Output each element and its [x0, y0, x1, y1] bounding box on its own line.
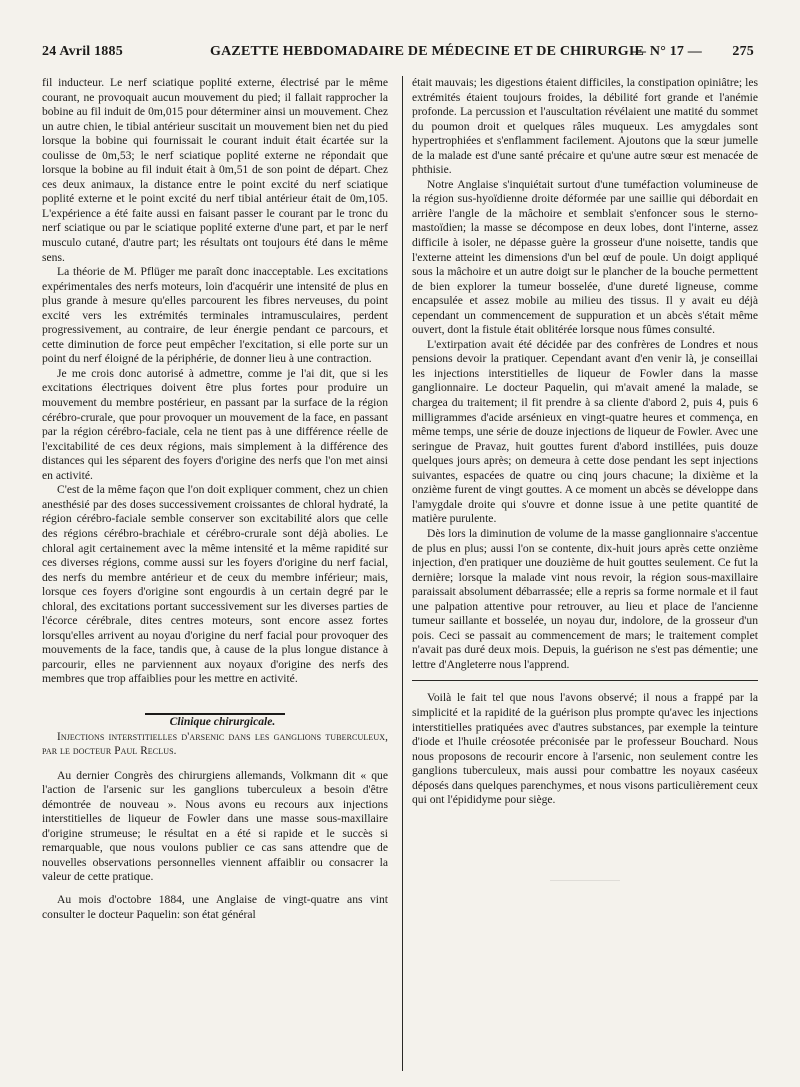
paragraph-rule: [412, 680, 758, 681]
show-through-ink: [412, 880, 758, 1070]
paragraph: était mauvais; les digestions étaient difficiles, la constipation opiniâtre; les extrémités étaient toujours froides, la débilité fort grande et l'anémie profonde. La percussion et l'auscultation révélaient une matité du sommet du poumon droit et quelques râles muqueux. Les amygdales sont hypertrophiées et s'enflamment facilement. Ajoutons que la sœur jumelle de la malade est d'une santé précaire et qu'une autre sœur est menacée de phthisie.: [412, 76, 758, 177]
header-page-number: 275: [732, 44, 754, 59]
paragraph: Notre Anglaise s'inquiétait surtout d'une tuméfaction volumineuse de la région sus-hyoïdienne droite déformée par une saillie qui débordait en arrière l'angle de la mâchoire et semblait s'enfoncer sous le sterno-mastoïdien; la masse se décompose en deux lobes, dont l'interne, assez difficile à isoler, ne dépasse guère la grosseur d'une noisette, tandis que l'externe atteint les dimensions d'un bel œuf de poule. Un doigt appliqué sous la mâchoire et un autre doigt sur le plancher de la bouche permettent de bien explorer la tumeur bosselée, d'une dureté ligneuse, comme encapsulée et assez mobile au milieu des tissus. Il y avait eu déjà cependant un commencement de suppuration et un abcès s'était même ouvert, dont la fistule était oblitérée lorsque nous fûmes consulté.: [412, 177, 758, 337]
paragraph: La théorie de M. Pflüger me paraît donc inacceptable. Les excitations expérimentales des nerfs moteurs, loin d'acquérir une intensité de plus en plus grande à mesure qu'elles parcourent les fibres nerveuses, du point excité vers les extrémités terminales intramusculaires, perdent progressivement, au contraire, de leur énergie pendant ce parcours, et cette diminution de force peut empêcher l'excitation, si elle porte sur un point du nerf éloigné de la périphérie, de donner lieu à une contraction.: [42, 265, 388, 366]
paragraph: Au mois d'octobre 1884, une Anglaise de vingt-quatre ans vint consulter le docteur Paquelin: son état général: [42, 892, 388, 921]
header-title: GAZETTE HEBDOMADAIRE DE MÉDECINE ET DE CHIRURGIE: [210, 44, 645, 59]
paragraph: L'extirpation avait été décidée par des confrères de Londres et nous pensions devoir la pratiquer. Cependant avant d'en venir là, je conseillai les injections interstitielles de liqueur de Fowler dans la masse ganglionnaire. Le docteur Paquelin, qui m'avait amené la malade, se chargea du traitement; il fit prendre à sa cliente d'abord 2, puis 4, puis 6 milligrammes d'acide arsénieux en vingt-quatre heures et commença, en même temps, une série de douze injections de liqueur de Fowler. Avec une seringue de Pravaz, huit gouttes furent d'abord instillées, puis douze quelques jours après; on demeura à cette dose pendant les sept injections suivantes, espacées de quatre ou cinq jours chacune; la dixième et la onzième furent de vingt gouttes. A ce moment un abcès se développe dans l'amygdale droite qui s'ouvre et donne issue à une petite quantité de matière purulente.: [412, 337, 758, 526]
paragraph: Au dernier Congrès des chirurgiens allemands, Volkmann dit « que l'action de l'arsenic sur les ganglions tuberculeux a besoin d'être démontrée de nouveau ». Nous avons eu recours aux injections interstitielles de liqueur de Fowler dans une masse sous-maxillaire d'origine strumeuse; le résultat en a été si rapide et le succès si remarquable, que nous voulons publier ce cas sans attendre que de nouvelles observations personnelles viennent affaiblir ou consacrer la valeur de cette pratique.: [42, 768, 388, 884]
page-header: [42, 44, 754, 66]
paragraph: Dès lors la diminution de volume de la masse ganglionnaire s'accentue de plus en plus; aussi l'on se contente, dix-huit jours après cette onzième injection, d'en pratiquer une douzième de huit gouttes seulement. Ce fut la dernière; lorsque la malade vint nous revoir, la région sous-maxillaire paraissait absolument débarrassée; elle a repris sa forme normale et il faut une palpation attentive pour retrouver, au lieu et place de l'ancienne tumeur saillante et bosselée, un noyau dur, indolore, de la grosseur d'un pois. Ceci se passait au commencement de mars; le traitement complet n'avait pas duré deux mois. Depuis, la guérison ne s'est pas démentie; une lettre d'Angleterre nous l'apprend.: [412, 526, 758, 671]
article-title: Injections interstitielles d'arsenic dans les ganglions tuberculeux, par le docteur Paul Reclus.: [42, 730, 388, 758]
paragraph: Je me crois donc autorisé à admettre, comme je l'ai dit, que si les excitations électriques doivent être plus fortes pour produire un mouvement du membre postérieur, en passant par la surface de la région cérébro-crurale, que pour provoquer un mouvement de la face, en passant par la région cérébro-faciale, cela ne tient pas à une différence réelle de l'excitabilité de ces deux régions, mais simplement à la différence des distances qui les séparent des foyers d'origine des nerfs que l'on met ainsi en activité.: [42, 366, 388, 482]
section-title: Clinique chirurgicale.: [169, 714, 276, 728]
paragraph: C'est de la même façon que l'on doit expliquer comment, chez un chien anesthésié par des doses successivement croissantes de chloral hydraté, la région cérébro-faciale semble conserver son excitabilité alors que celle des régions cérébro-brachiale et cérébro-crurale sont déjà abolies. Le chloral agit certainement avec la même intensité et la même rapidité sur ces diverses régions, comme aussi sur les foyers d'origine du nerf facial, des nerfs du membre antérieur et de ceux du membre inférieur; mais, lorsque ces foyers d'origine sont engourdis à un certain degré par le chloral, des excitations portant successivement sur les diverses parties de l'écorce cérébrale, dites centres moteurs, sont encore assez fortes lorsqu'elles arrivent au noyau d'origine du nerf facial pour provoquer des mouvements de la face, tandis que, à cause de la plus longue distance à parcourir, elles ne parviennent aux noyaux d'origine des nerfs des membres que trop affaiblies pour les mettre en activité.: [42, 483, 388, 686]
header-date: 24 Avril 1885: [42, 44, 123, 59]
right-column: [412, 76, 758, 808]
closing-paragraph: Voilà le fait tel que nous l'avons observé; il nous a frappé par la simplicité et la rapidité de la guérison plus prompte qu'avec les injections interstitielles pratiquées avec d'autres substances, par exemple la teinture d'iode et l'huile créosotée préconisée par le professeur Bouchard. Nous nous proposons de recourir encore à l'arsenic, non seulement contre les ganglions tuberculeux, mais aussi pour combattre les noyaux caséeux déposés dans quelques parenchymes, et nous visons particulièrement ceux qui ont l'épididyme pour siège.: [412, 691, 758, 807]
column-divider: [402, 76, 403, 1071]
header-issue-number: — N° 17 —: [632, 44, 703, 59]
show-through-rule: [550, 880, 620, 881]
paragraph: fil inducteur. Le nerf sciatique poplité externe, électrisé par le même courant, ne provoquait aucun mouvement du pied; il fallait rapprocher la bobine au fil induit de 0m,015 pour déterminer ainsi un mouvement. Chez un autre chien, le tibial antérieur suscitait un mouvement bien net du pied lorsque la bobine qui fournissait le courant induit était écartée sur la coulisse de 0m,53; le nerf sciatique poplité externe ne répondait que lorsque la bobine au fil induit était à 0m,51 de son point de départ. Chez ces deux animaux, la distance entre le point excité du nerf sciatique poplité externe et le point excité du nerf tibial antérieur était de 0m,105. L'expérience a été faite aussi en faisant passer le courant par le tronc du nerf sciatique ou par le sciatique poplité externe d'une part, et par le nerf musculo cutané, d'autre part; les résultats ont toujours été dans le même sens.: [42, 76, 388, 264]
left-column: [42, 76, 388, 922]
